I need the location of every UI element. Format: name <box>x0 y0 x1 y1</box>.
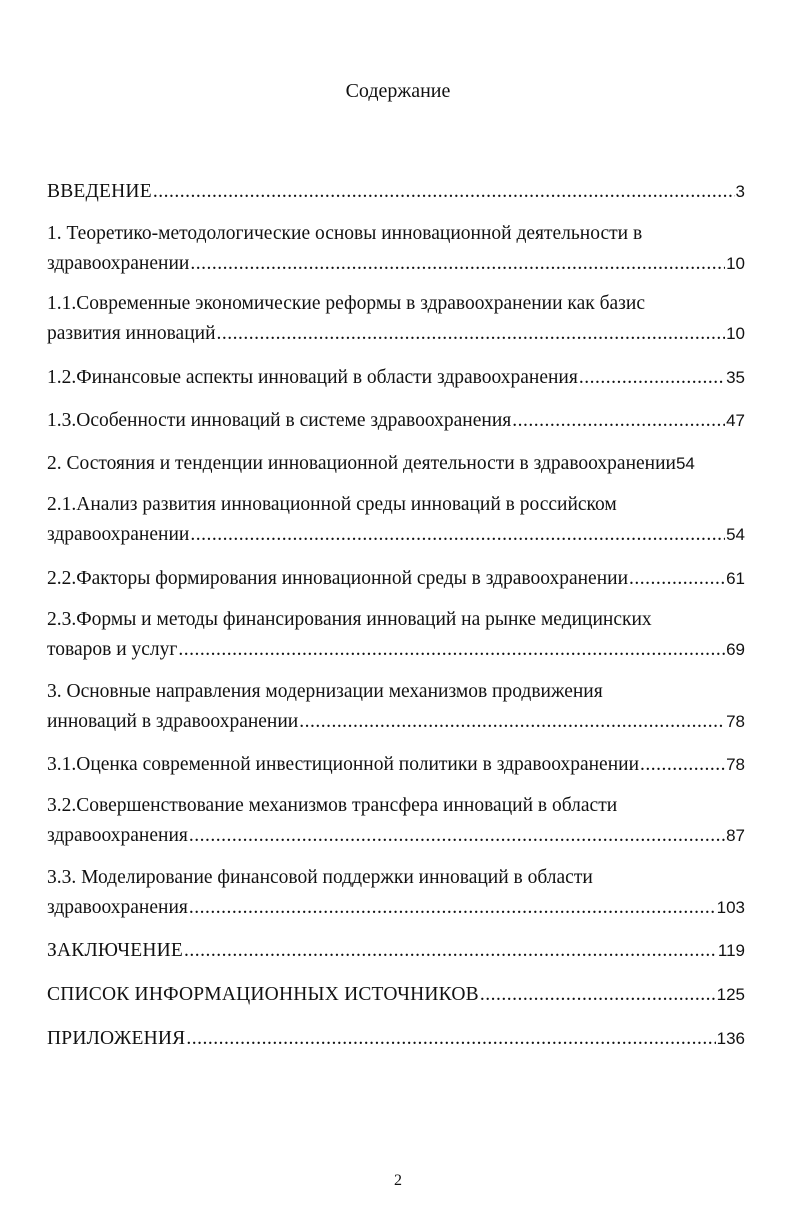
toc-page-number: 136 <box>716 1029 745 1048</box>
toc-entry <box>47 1027 745 1051</box>
toc-page-number: 103 <box>716 898 745 917</box>
toc-page-number: 3 <box>735 182 745 201</box>
toc-entry-first-line: 1.1.Современные экономические реформы в здравоохранении как базис <box>47 293 645 314</box>
toc-leader-dots <box>184 939 717 963</box>
page-number: 2 <box>394 1172 402 1189</box>
toc-leader-dots <box>186 1027 715 1051</box>
toc-page-number: 78 <box>726 712 745 731</box>
toc-page-number: 78 <box>726 755 745 774</box>
toc-leader-dots <box>190 523 725 547</box>
toc-page-number: 54 <box>726 525 745 544</box>
toc-entry <box>47 293 745 346</box>
toc-entry <box>47 409 745 433</box>
toc-entry-text: СПИСОК ИНФОРМАЦИОННЫХ ИСТОЧНИКОВ <box>47 984 479 1005</box>
toc-leader-dots <box>178 638 725 662</box>
toc-entry <box>47 681 745 734</box>
toc-entry-text: 2.2.Факторы формирования инновационной среды в здравоохранении <box>47 568 629 589</box>
toc-entry <box>47 867 745 920</box>
toc-entry-text: 3.1.Оценка современной инвестиционной политики в здравоохранении <box>47 754 640 775</box>
toc-entry-text: ПРИЛОЖЕНИЯ <box>47 1028 186 1049</box>
toc-entry-text: здравоохранения <box>47 897 188 918</box>
toc-page-number: 125 <box>716 985 745 1004</box>
toc-page-number: 10 <box>726 324 745 343</box>
toc-leader-dots <box>217 322 726 346</box>
toc-entry-first-line: 3.3. Моделирование финансовой поддержки инноваций в области <box>47 867 593 888</box>
toc-entry <box>47 795 745 848</box>
toc-entry-text: здравоохранении <box>47 524 190 545</box>
toc-entry <box>47 452 745 476</box>
page-title: Содержание <box>345 80 451 102</box>
toc-leader-dots <box>640 753 725 777</box>
toc-entry <box>47 983 745 1007</box>
toc-leader-dots <box>189 896 716 920</box>
toc-entry <box>47 494 745 547</box>
toc-page-number: 47 <box>726 411 745 430</box>
toc-page-number: 61 <box>726 569 745 588</box>
toc-entry-text: 1.2.Финансовые аспекты инноваций в области здравоохранения <box>47 367 578 388</box>
toc-entry <box>47 223 745 276</box>
toc-page-number: 69 <box>726 640 745 659</box>
toc-page-number: 10 <box>726 254 745 273</box>
toc-entry-text: здравоохранения <box>47 825 188 846</box>
toc-entry <box>47 180 745 204</box>
toc-entry <box>47 567 745 591</box>
toc-leader-dots <box>480 983 716 1007</box>
toc-entry-text: 2. Состояния и тенденции инновационной деятельности в здравоохранении <box>47 453 676 474</box>
toc-entry-text: товаров и услуг <box>47 639 178 660</box>
toc-page-number: 35 <box>726 368 745 387</box>
toc-leader-dots <box>629 567 725 591</box>
toc-leader-dots <box>190 252 725 276</box>
toc-entry-text: развития инноваций <box>47 323 216 344</box>
toc-leader-dots <box>512 409 725 433</box>
toc-leader-dots <box>579 366 725 390</box>
toc-page-number: 54 <box>675 454 695 473</box>
toc-entry-first-line: 1. Теоретико-методологические основы инновационной деятельности в <box>47 223 643 244</box>
toc-page-number: 119 <box>717 941 745 960</box>
toc-entry-text: ВВЕДЕНИЕ <box>47 181 152 202</box>
toc-entry-first-line: 2.1.Анализ развития инновационной среды инноваций в российском <box>47 494 617 515</box>
toc-leader-dots <box>299 710 725 734</box>
toc-entry <box>47 939 745 963</box>
toc-entry <box>47 366 745 390</box>
toc-entry-first-line: 2.3.Формы и методы финансирования инноваций на рынке медицинских <box>47 609 652 630</box>
toc-entry-first-line: 3. Основные направления модернизации механизмов продвижения <box>47 681 603 702</box>
toc-leader-dots <box>153 180 735 204</box>
toc-page-number: 87 <box>726 826 745 845</box>
toc-entry <box>47 753 745 777</box>
toc-entry-text: ЗАКЛЮЧЕНИЕ <box>47 940 184 961</box>
toc-entry-text: инноваций в здравоохранении <box>47 711 299 732</box>
toc-leader-dots <box>189 824 725 848</box>
toc-entry <box>47 609 745 662</box>
toc-entry-text: 1.3.Особенности инноваций в системе здравоохранения <box>47 410 512 431</box>
toc-entry-first-line: 3.2.Совершенствование механизмов трансфера инноваций в области <box>47 795 618 816</box>
toc-entry-text: здравоохранении <box>47 253 190 274</box>
